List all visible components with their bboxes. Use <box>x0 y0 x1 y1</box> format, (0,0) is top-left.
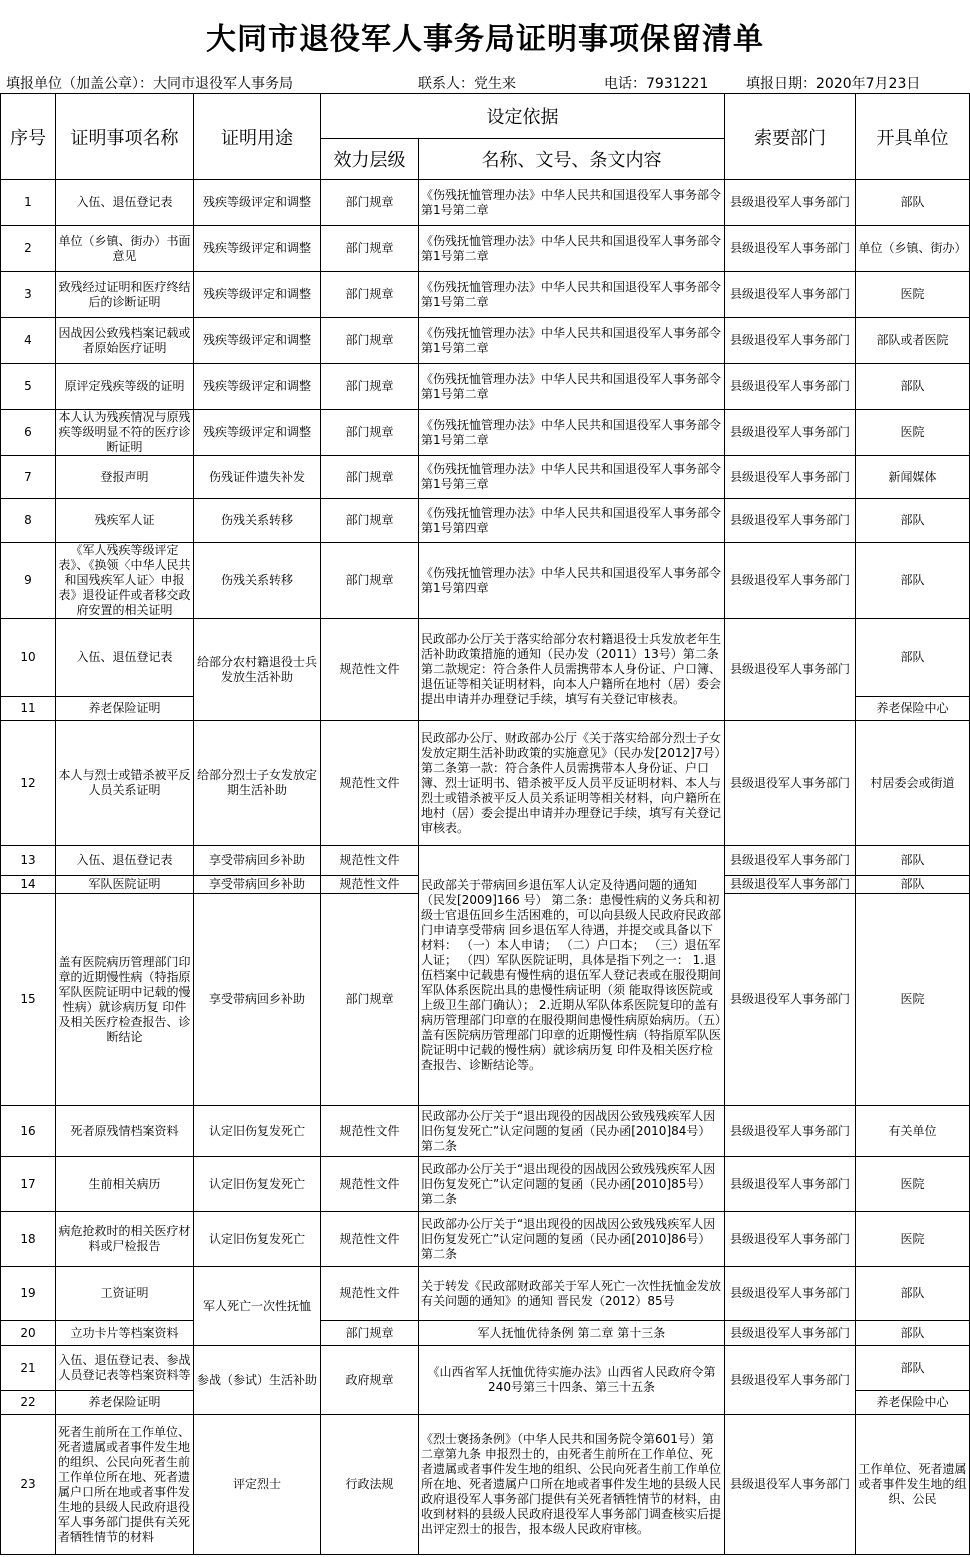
cell-name: 生前相关病历 <box>56 1157 194 1212</box>
cell-seq: 5 <box>1 364 56 410</box>
cell-purpose: 残疾等级评定和调整 <box>194 180 321 226</box>
cell-requester: 县级退役军人事务部门 <box>725 894 856 1106</box>
cell-issuer: 医院 <box>856 1212 970 1267</box>
cell-basis: 《山西省军人抚恤优待实施办法》山西省人民政府令第240号第三十四条、第三十五条 <box>419 1346 725 1415</box>
cell-purpose: 认定旧伤复发死亡 <box>194 1157 321 1212</box>
cell-basis: 《伤残抚恤管理办法》中华人民共和国退役军人事务部令第1号第四章 <box>419 499 725 543</box>
cell-purpose: 评定烈士 <box>194 1415 321 1555</box>
cell-level: 部门规章 <box>321 410 419 456</box>
cell-basis: 关于转发《民政部财政部关于军人死亡一次性抚恤金发放有关问题的通知》的通知 晋民发（2012）85号 <box>419 1267 725 1321</box>
cell-requester: 县级退役军人事务部门 <box>725 876 856 894</box>
cell-basis: 军人抚恤优待条例 第二章 第十三条 <box>419 1321 725 1346</box>
cell-purpose: 认定旧伤复发死亡 <box>194 1212 321 1267</box>
cell-requester: 县级退役军人事务部门 <box>725 721 856 846</box>
cell-name: 因战因公致残档案记载或者原始医疗证明 <box>56 318 194 364</box>
cell-seq: 2 <box>1 226 56 272</box>
cell-purpose: 残疾等级评定和调整 <box>194 318 321 364</box>
cell-basis: 《伤残抚恤管理办法》中华人民共和国退役军人事务部令第1号第二章 <box>419 364 725 410</box>
cell-name: 本人认为残疾情况与原残疾等级明显不符的医疗诊断证明 <box>56 410 194 456</box>
cell-requester: 县级退役军人事务部门 <box>725 456 856 499</box>
cell-seq: 12 <box>1 721 56 846</box>
cell-issuer: 养老保险中心 <box>856 697 970 721</box>
cell-basis: 《伤残抚恤管理办法》中华人民共和国退役军人事务部令第1号第三章 <box>419 456 725 499</box>
cell-issuer: 部队 <box>856 1346 970 1391</box>
cell-issuer: 部队 <box>856 1267 970 1321</box>
cell-level: 部门规章 <box>321 180 419 226</box>
cell-issuer: 部队 <box>856 846 970 876</box>
cell-requester: 县级退役军人事务部门 <box>725 543 856 619</box>
cell-basis: 《烈士褒扬条例》（中华人民共和国务院令第601号）第二章第九条 申报烈士的，由死者生前所在工作单位、死者遗属或者事件发生地的组织、公民向死者生前工作单位所在地、死者遗属户口所在地或者事件发生地的县级人民政府退役军人事务部门提供有关死者牺牲情节的材料，由收到材料的县级人民政府退役军人事务部门调查核实后提出评定烈士的报告，报本级人民政府审核。 <box>419 1415 725 1555</box>
cell-requester: 县级退役军人事务部门 <box>725 180 856 226</box>
cell-seq: 1 <box>1 180 56 226</box>
cell-level: 规范性文件 <box>321 1212 419 1267</box>
cell-level: 部门规章 <box>321 894 419 1106</box>
cell-purpose: 残疾等级评定和调整 <box>194 364 321 410</box>
cell-requester: 县级退役军人事务部门 <box>725 1346 856 1415</box>
cell-requester: 县级退役军人事务部门 <box>725 272 856 318</box>
cell-name: 军队医院证明 <box>56 876 194 894</box>
cell-issuer: 部队 <box>856 499 970 543</box>
cell-requester: 县级退役军人事务部门 <box>725 1321 856 1346</box>
cell-level: 部门规章 <box>321 1321 419 1346</box>
cell-name: 养老保险证明 <box>56 1391 194 1415</box>
cell-purpose: 残疾等级评定和调整 <box>194 272 321 318</box>
cell-issuer: 单位（乡镇、街办） <box>856 226 970 272</box>
cell-level: 规范性文件 <box>321 1267 419 1321</box>
cell-seq: 8 <box>1 499 56 543</box>
cell-issuer: 医院 <box>856 1157 970 1212</box>
cell-name: 入伍、退伍登记表 <box>56 619 194 697</box>
header-purpose: 证明用途 <box>194 94 321 180</box>
cell-seq: 7 <box>1 456 56 499</box>
cell-name: 盖有医院病历管理部门印章的近期慢性病（特指原军队医院证明中记载的慢性病）就诊病历复 印件及相关医疗检查报告、诊断结论 <box>56 894 194 1106</box>
cell-level: 行政法规 <box>321 1415 419 1555</box>
cell-seq: 19 <box>1 1267 56 1321</box>
cell-requester: 县级退役军人事务部门 <box>725 226 856 272</box>
cell-name: 死者原残情档案资料 <box>56 1106 194 1157</box>
cell-seq: 15 <box>1 894 56 1106</box>
cell-name: 登报声明 <box>56 456 194 499</box>
cell-seq: 21 <box>1 1346 56 1391</box>
cell-issuer: 部队或者医院 <box>856 318 970 364</box>
header-level: 效力层级 <box>321 139 419 180</box>
cell-seq: 18 <box>1 1212 56 1267</box>
cell-requester: 县级退役军人事务部门 <box>725 846 856 876</box>
cell-seq: 22 <box>1 1391 56 1415</box>
cell-seq: 23 <box>1 1415 56 1555</box>
cell-level: 部门规章 <box>321 272 419 318</box>
cell-basis: 民政部办公厅关于“退出现役的因战因公致残残疾军人因旧伤复发死亡”认定问题的复函（民办函[2010]84号）第二条 <box>419 1106 725 1157</box>
cell-issuer: 村居委会或街道 <box>856 721 970 846</box>
cell-purpose: 给部分农村籍退役士兵发放生活补助 <box>194 619 321 721</box>
cell-seq: 3 <box>1 272 56 318</box>
cell-purpose: 残疾等级评定和调整 <box>194 410 321 456</box>
cell-level: 规范性文件 <box>321 1157 419 1212</box>
cell-level: 规范性文件 <box>321 721 419 846</box>
cell-requester: 县级退役军人事务部门 <box>725 318 856 364</box>
header-requester: 索要部门 <box>725 94 856 180</box>
cell-level: 政府规章 <box>321 1346 419 1415</box>
page-title: 大同市退役军人事务局证明事项保留清单 <box>206 22 764 57</box>
cell-level: 规范性文件 <box>321 876 419 894</box>
meta-contact: 联系人：党生来 <box>418 76 516 92</box>
cell-level: 部门规章 <box>321 499 419 543</box>
cell-name: 入伍、退伍登记表 <box>56 846 194 876</box>
header-basis: 设定依据 <box>321 94 725 139</box>
cell-level: 规范性文件 <box>321 846 419 876</box>
cell-purpose: 军人死亡一次性抚恤 <box>194 1267 321 1346</box>
cell-requester: 县级退役军人事务部门 <box>725 1106 856 1157</box>
cell-level: 部门规章 <box>321 318 419 364</box>
cell-purpose: 伤残证件遗失补发 <box>194 456 321 499</box>
cell-seq: 4 <box>1 318 56 364</box>
cell-requester: 县级退役军人事务部门 <box>725 619 856 721</box>
cell-basis: 民政部办公厅关于“退出现役的因战因公致残残疾军人因旧伤复发死亡”认定问题的复函（民办函[2010]86号）第二条 <box>419 1212 725 1267</box>
cell-name: 致残经过证明和医疗终结后的诊断证明 <box>56 272 194 318</box>
cell-name: 入伍、退伍登记表、参战人员登记表等档案资料等 <box>56 1346 194 1391</box>
cell-name: 养老保险证明 <box>56 697 194 721</box>
cell-issuer: 部队 <box>856 543 970 619</box>
cell-issuer: 医院 <box>856 410 970 456</box>
cell-issuer: 部队 <box>856 876 970 894</box>
cell-level: 部门规章 <box>321 226 419 272</box>
cell-basis: 《伤残抚恤管理办法》中华人民共和国退役军人事务部令第1号第二章 <box>419 226 725 272</box>
header-name: 证明事项名称 <box>56 94 194 180</box>
cell-level: 部门规章 <box>321 364 419 410</box>
cell-seq: 13 <box>1 846 56 876</box>
cell-purpose: 认定旧伤复发死亡 <box>194 1106 321 1157</box>
cell-purpose: 享受带病回乡补助 <box>194 876 321 894</box>
cell-issuer: 新闻媒体 <box>856 456 970 499</box>
cell-level: 部门规章 <box>321 543 419 619</box>
cell-requester: 县级退役军人事务部门 <box>725 1157 856 1212</box>
cell-basis: 《伤残抚恤管理办法》中华人民共和国退役军人事务部令第1号第二章 <box>419 180 725 226</box>
cell-issuer: 部队 <box>856 619 970 697</box>
cell-purpose: 伤残关系转移 <box>194 543 321 619</box>
cell-issuer: 有关单位 <box>856 1106 970 1157</box>
cell-basis: 《伤残抚恤管理办法》中华人民共和国退役军人事务部令第1号第二章 <box>419 318 725 364</box>
cell-purpose: 给部分烈士子女发放定期生活补助 <box>194 721 321 846</box>
meta-phone: 电话：7931221 <box>604 76 709 92</box>
cell-seq: 14 <box>1 876 56 894</box>
meta-unit: 填报单位（加盖公章）：大同市退役军人事务局 <box>6 76 293 92</box>
cell-purpose: 残疾等级评定和调整 <box>194 226 321 272</box>
cell-issuer: 医院 <box>856 272 970 318</box>
cell-purpose: 享受带病回乡补助 <box>194 846 321 876</box>
cell-requester: 县级退役军人事务部门 <box>725 364 856 410</box>
cell-name: 立功卡片等档案资料 <box>56 1321 194 1346</box>
cell-issuer: 部队 <box>856 1321 970 1346</box>
cell-basis: 《伤残抚恤管理办法》中华人民共和国退役军人事务部令第1号第四章 <box>419 543 725 619</box>
header-issuer: 开具单位 <box>856 94 970 180</box>
cell-name: 原评定残疾等级的证明 <box>56 364 194 410</box>
cell-requester: 县级退役军人事务部门 <box>725 499 856 543</box>
cell-level: 规范性文件 <box>321 1106 419 1157</box>
cell-purpose: 伤残关系转移 <box>194 499 321 543</box>
cell-name: 入伍、退伍登记表 <box>56 180 194 226</box>
certificate-table <box>0 93 970 1555</box>
cell-requester: 县级退役军人事务部门 <box>725 1212 856 1267</box>
cell-purpose: 参战（参试）生活补助 <box>194 1346 321 1415</box>
cell-basis: 《伤残抚恤管理办法》中华人民共和国退役军人事务部令第1号第二章 <box>419 410 725 456</box>
cell-seq: 16 <box>1 1106 56 1157</box>
meta-date: 填报日期：2020年7月23日 <box>746 76 921 92</box>
cell-name: 死者生前所在工作单位、死者遗属或者事件发生地的组织、公民向死者生前工作单位所在地、死者遗属户口所在地或者事件发生地的县级人民政府退役军人事务部门提供有关死者牺牲情节的材料 <box>56 1415 194 1555</box>
cell-issuer: 部队 <box>856 180 970 226</box>
cell-seq: 11 <box>1 697 56 721</box>
cell-seq: 17 <box>1 1157 56 1212</box>
cell-requester: 县级退役军人事务部门 <box>725 410 856 456</box>
cell-seq: 20 <box>1 1321 56 1346</box>
cell-issuer: 部队 <box>856 364 970 410</box>
cell-name: 病危抢救时的相关医疗材料或尸检报告 <box>56 1212 194 1267</box>
cell-level: 规范性文件 <box>321 619 419 721</box>
cell-issuer: 工作单位、死者遗属或者事件发生地的组织、公民 <box>856 1415 970 1555</box>
cell-basis: 民政部办公厅关于“退出现役的因战因公致残残疾军人因旧伤复发死亡”认定问题的复函（民办函[2010]85号）第二条 <box>419 1157 725 1212</box>
cell-seq: 9 <box>1 543 56 619</box>
cell-basis: 《伤残抚恤管理办法》中华人民共和国退役军人事务部令第1号第二章 <box>419 272 725 318</box>
cell-name: 工资证明 <box>56 1267 194 1321</box>
header-seq: 序号 <box>1 94 56 180</box>
cell-requester: 县级退役军人事务部门 <box>725 1267 856 1321</box>
meta-bar <box>0 72 970 93</box>
cell-name: 单位（乡镇、街办）书面意见 <box>56 226 194 272</box>
header-content: 名称、文号、条文内容 <box>419 139 725 180</box>
cell-issuer: 医院 <box>856 894 970 1106</box>
cell-seq: 6 <box>1 410 56 456</box>
cell-basis: 民政部办公厅关于落实给部分农村籍退役士兵发放老年生活补助政策措施的通知（民办发（2011）13号）第二条第二款规定：符合条件人员需携带本人身份证、户口簿、退伍证等相关证明材料，向本人户籍所在地村（居）委会提出申请并办理登记手续，填写有关登记审核表。 <box>419 619 725 721</box>
cell-basis: 民政部办公厅、财政部办公厅《关于落实给部分烈士子女发放定期生活补助政策的实施意见》（民办发[2012]7号）第二条第一款：符合条件人员需携带本人身份证、户口簿、烈士证明书、错杀被平反人员平反证明材料、本人与烈士或错杀被平反人员关系证明等相关材料，向户籍所在地村（居）委会提出申请并办理登记手续，填写有关登记审核表。 <box>419 721 725 846</box>
cell-basis: 民政部关于带病回乡退伍军人认定及待遇问题的通知 （民发[2009]166 号） 第二条：患慢性病的义务兵和初级士官退伍回乡生活困难的，可以向县级人民政府民政部门申请享受带病 回乡退伍军人待遇，并提交或具备以下材料： （一）本人申请； （二）户口本； （三）退伍军人证； （四）军队医院证明，具体是指下列之一： 1.退伍档案中记载患有慢性病的退伍军人登记表或在服役期间军队体系医院出具的患慢性病证明（须 能取得该医院或上级卫生部门确认）； 2.近期从军队体系医院复印的盖有病历管理部门印章的在服役期间患慢性病原始病历。（五）盖有医院病历管理部门印章的近期慢性病（特指原军队医院证明中记载的慢性病）就诊病历复 印件及相关医疗检查报告、诊断结论等。 <box>419 846 725 1106</box>
cell-purpose: 享受带病回乡补助 <box>194 894 321 1106</box>
cell-name: 残疾军人证 <box>56 499 194 543</box>
cell-requester: 县级退役军人事务部门 <box>725 1415 856 1555</box>
cell-name: 《军人残疾等级评定表》、《换领〈中华人民共和国残疾军人证〉申报表》退役证件或者移交政府安置的相关证明 <box>56 543 194 619</box>
cell-issuer: 养老保险中心 <box>856 1391 970 1415</box>
cell-level: 部门规章 <box>321 456 419 499</box>
cell-seq: 10 <box>1 619 56 697</box>
cell-name: 本人与烈士或错杀被平反人员关系证明 <box>56 721 194 846</box>
